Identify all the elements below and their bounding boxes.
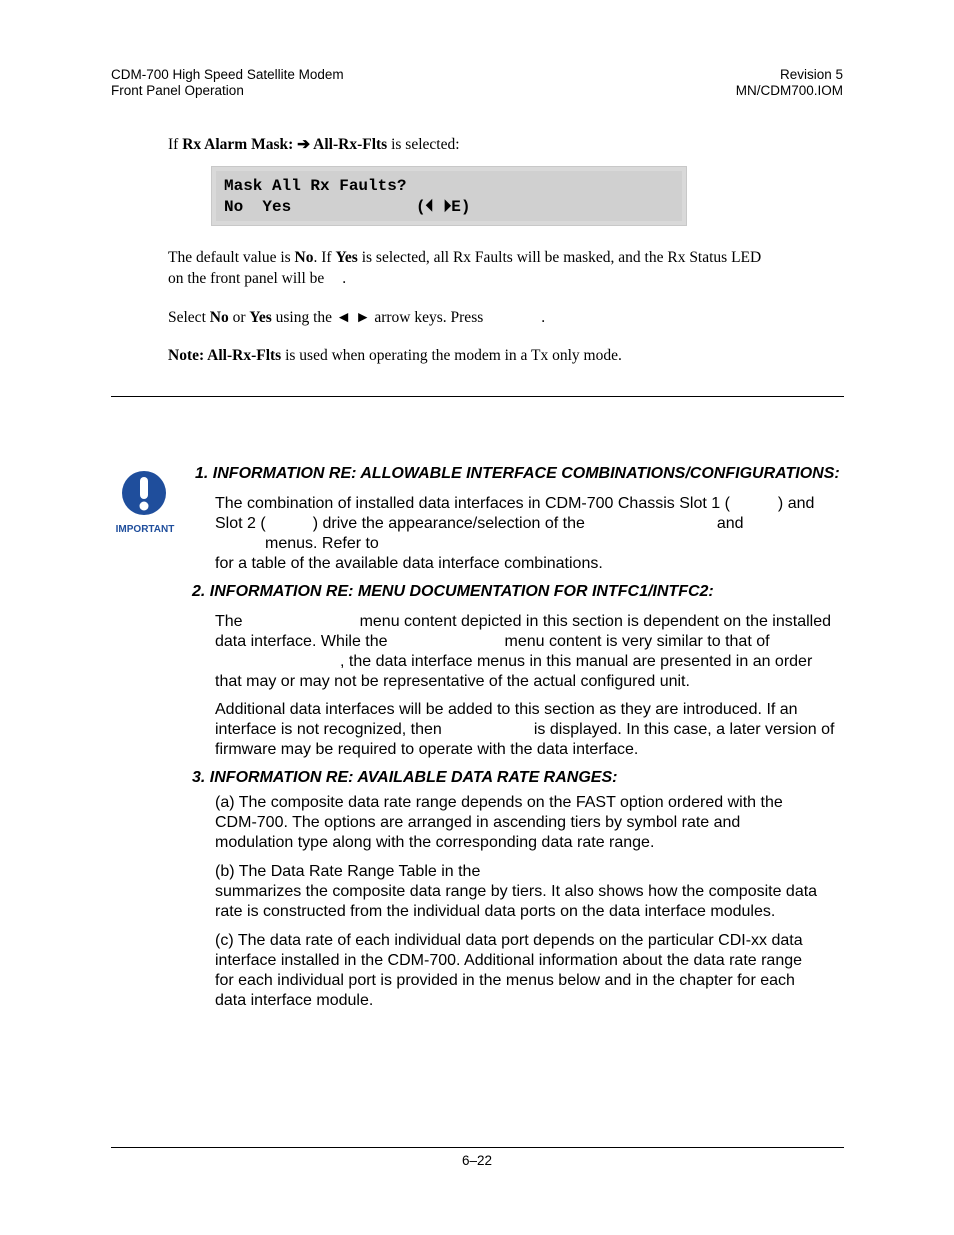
item-3-paragraph-b	[215, 862, 865, 922]
select-end: .	[541, 309, 546, 326]
item-1-text-1b: ) and	[777, 495, 815, 512]
item-3a-text-3: modulation type along with the corresponding data rate range.	[215, 834, 655, 851]
header-revision: Revision 5	[779, 67, 843, 82]
item-2-text-2b: menu content is very similar to that of	[504, 633, 770, 650]
item-2-text-1a: The	[215, 613, 243, 630]
default-text-b: . If	[313, 249, 336, 266]
footer-divider	[111, 1147, 844, 1148]
header-doc-number: MN/CDM700.IOM	[735, 83, 843, 98]
item-1-text-2b: ) drive the appearance/selection of the	[312, 515, 585, 532]
item-1-text-3: menus. Refer to	[265, 535, 379, 552]
item-2-p2-text-1: Additional data interfaces will be added to this section as they are introduced. If an	[215, 701, 798, 718]
note-term: All-Rx-Flts	[207, 347, 282, 364]
item-2-text-4: that may or may not be representative of the actual configured unit.	[215, 673, 690, 690]
note-paragraph	[168, 347, 622, 365]
item-3-paragraph-c	[215, 931, 865, 1011]
lcd-line-2: No Yes (⏴ ⏵E)	[224, 198, 471, 216]
default-text-a: The default value is	[168, 249, 295, 266]
item-3a-text-1: (a) The composite data rate range depends on the FAST option ordered with the	[215, 794, 783, 811]
item-1-text-4: for a table of the available data interface combinations.	[215, 555, 603, 572]
lcd-screen	[216, 171, 682, 221]
page-number: 6–22	[461, 1153, 493, 1168]
item-3c-text-1: (c) The data rate of each individual data port depends on the particular CDI-xx data	[215, 932, 803, 949]
select-paragraph	[168, 309, 545, 327]
default-line-2-end: .	[342, 270, 347, 287]
item-2-heading: 2. INFORMATION RE: MENU DOCUMENTATION FOR INTFC1/INTFC2:	[192, 583, 714, 600]
item-2-text-3: , the data interface menus in this manual are presented in an order	[340, 653, 813, 670]
item-3b-text-3: rate is constructed from the individual data ports on the data interface modules.	[215, 903, 776, 920]
default-paragraph	[168, 247, 761, 289]
item-2-p2-text-2b: is displayed. In this case, a later version of	[533, 721, 835, 738]
intro-prefix: If	[168, 136, 183, 153]
header-right	[736, 67, 843, 99]
item-2-text-1b: menu content depicted in this section is dependent on the installed	[359, 613, 832, 630]
note-label: Note:	[168, 347, 208, 364]
exclamation-icon	[113, 470, 177, 518]
item-3-paragraph-a	[215, 793, 865, 853]
item-3c-text-2: interface installed in the CDM-700. Additional information about the data rate range	[215, 952, 803, 969]
item-1-text-2a: Slot 2 (	[215, 515, 266, 532]
note-text: is used when operating the modem in a Tx only mode.	[281, 347, 622, 364]
item-3b-text-2: summarizes the composite data range by tiers. It also shows how the composite data	[215, 883, 818, 900]
select-text-c: using the ◄ ► arrow keys. Press	[271, 309, 484, 326]
important-icon	[113, 470, 177, 535]
item-1-heading: 1. INFORMATION RE: ALLOWABLE INTERFACE COMBINATIONS/CONFIGURATIONS:	[195, 465, 840, 482]
default-line-2: on the front panel will be	[168, 270, 325, 287]
lcd-display	[211, 166, 687, 226]
item-3c-text-3: for each individual port is provided in the menus below and in the chapter for each	[215, 972, 795, 989]
important-label: IMPORTANT	[115, 524, 175, 535]
item-3b-text-1: (b) The Data Rate Range Table in the	[215, 863, 481, 880]
item-2-paragraph-2	[215, 700, 865, 760]
item-3a-text-2: CDM-700. The options are arranged in ascending tiers by symbol rate and	[215, 814, 741, 831]
default-no: No	[294, 249, 314, 266]
intro-menu-path: Rx Alarm Mask: ➔ All-Rx-Flts	[182, 136, 388, 153]
item-1-body	[215, 494, 865, 574]
item-3-heading: 3. INFORMATION RE: AVAILABLE DATA RATE RANGES:	[192, 769, 618, 786]
header-left	[111, 67, 344, 99]
item-1-text-2c: and	[716, 515, 744, 532]
lcd-line-1: Mask All Rx Faults?	[224, 177, 407, 195]
item-1-text-1a: The combination of installed data interfaces in CDM-700 Chassis Slot 1 (	[215, 495, 730, 512]
intro-line	[168, 135, 460, 154]
select-text-b: or	[228, 309, 250, 326]
header-section-title: Front Panel Operation	[111, 83, 244, 98]
section-divider	[111, 396, 844, 397]
intro-suffix: is selected:	[387, 136, 460, 153]
header-doc-title: CDM-700 High Speed Satellite Modem	[111, 67, 344, 82]
default-yes: Yes	[335, 249, 358, 266]
item-2-body	[215, 612, 865, 692]
default-text-c: is selected, all Rx Faults will be masked, and the Rx Status LED	[357, 249, 762, 266]
item-2-p2-text-2a: interface is not recognized, then	[215, 721, 442, 738]
item-2-p2-text-3: firmware may be required to operate with the data interface.	[215, 741, 639, 758]
select-text-a: Select	[168, 309, 210, 326]
item-3c-text-4: data interface module.	[215, 992, 374, 1009]
item-2-text-2a: data interface. While the	[215, 633, 388, 650]
select-no: No	[209, 309, 229, 326]
select-yes: Yes	[249, 309, 272, 326]
